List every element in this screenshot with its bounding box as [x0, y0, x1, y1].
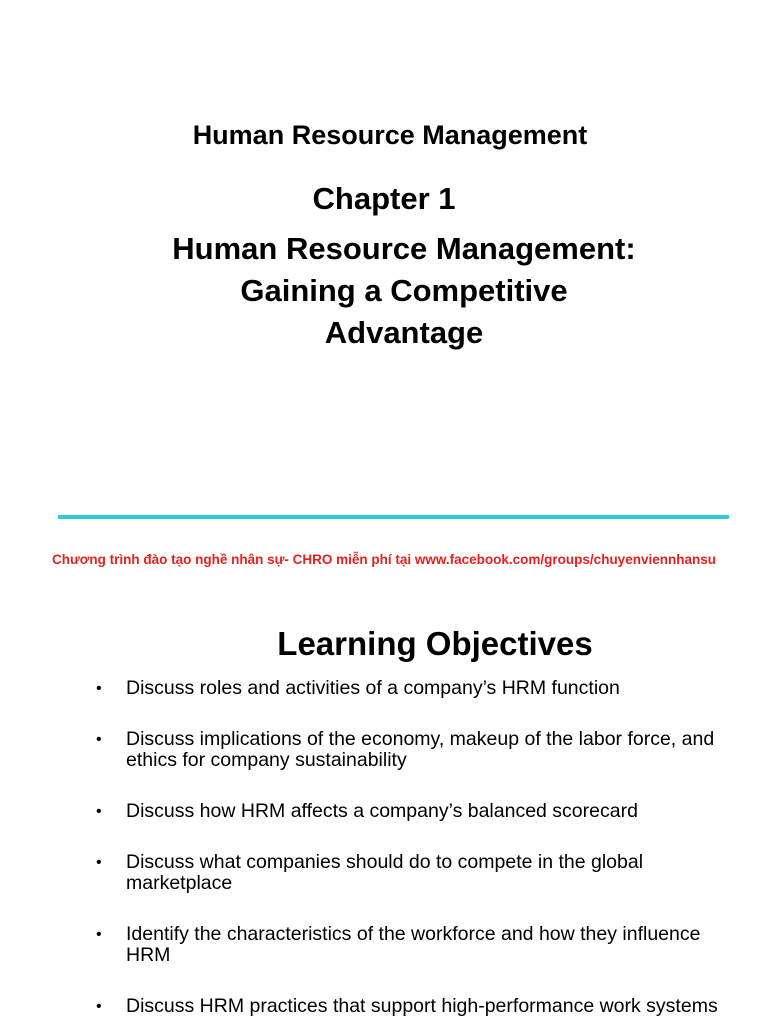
bullet-icon: •: [96, 731, 102, 748]
objective-item: [96, 996, 736, 1017]
objective-item: [96, 924, 736, 966]
objectives-list: [96, 678, 736, 1017]
chapter-title-line: Gaining a Competitive: [240, 273, 568, 308]
learning-objectives-heading: Learning Objectives: [277, 625, 593, 662]
chapter-label: Chapter 1: [312, 181, 456, 216]
objective-item: [96, 729, 736, 771]
course-title: Human Resource Management: [192, 120, 588, 150]
objective-item: [96, 852, 736, 894]
objective-text: Discuss how HRM affects a company’s balanced scorecard: [126, 800, 638, 822]
objective-text: Discuss what companies should do to compete in the global marketplace: [126, 851, 644, 894]
bullet-icon: •: [96, 803, 102, 820]
bullet-icon: •: [96, 998, 102, 1015]
bullet-icon: •: [96, 854, 102, 871]
learning-objectives-slide: [0, 600, 768, 1024]
objective-text: Discuss roles and activities of a company’s HRM function: [126, 677, 620, 699]
chapter-title-line: Human Resource Management:: [172, 231, 636, 266]
chapter-title: [0, 228, 768, 354]
bullet-icon: •: [96, 926, 102, 943]
objective-item: [96, 678, 736, 699]
objective-item: [96, 801, 736, 822]
promo-watermark: Chương trình đào tạo nghề nhân sự- CHRO miễn phí tại www.facebook.com/groups/chuyenviennhansu: [52, 552, 716, 567]
objective-text: Discuss HRM practices that support high-performance work systems: [126, 995, 718, 1017]
objective-text: Identify the characteristics of the workforce and how they influence HRM: [126, 923, 701, 966]
chapter-title-line: Advantage: [324, 315, 484, 350]
bullet-icon: •: [96, 680, 102, 697]
slide-divider: [58, 515, 729, 519]
objective-text: Discuss implications of the economy, makeup of the labor force, and ethics for company sustainability: [126, 728, 715, 771]
